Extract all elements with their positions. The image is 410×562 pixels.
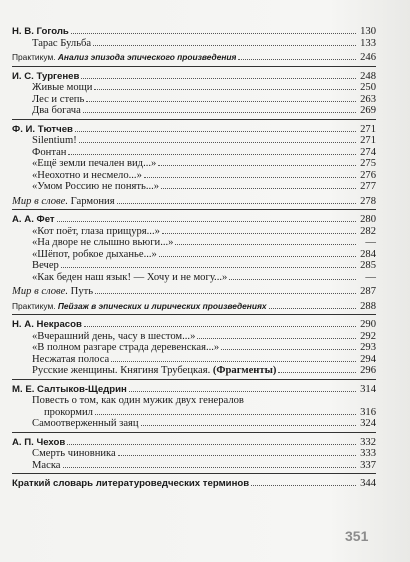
toc-item: «Как беден наш язык! — Хочу и не могу...» — (32, 271, 376, 283)
toc-item: «На дворе не слышно вьюги...» — (32, 237, 376, 248)
toc-author-turgenev: И. С. Тургенев 248 (12, 66, 376, 83)
toc-practicum: Практикум. Анализ эпизода эпического произведения 246 (12, 52, 376, 63)
toc-mir-v-slove: Мир в слове. Путь 287 (12, 286, 376, 297)
toc-author-chekhov: А. П. Чехов 332 (12, 432, 376, 449)
toc-item: Лес и степь 263 (32, 93, 376, 105)
toc-item: Несжатая полоса 294 (32, 353, 376, 365)
toc-item: «Неохотно и несмело...» 276 (32, 169, 376, 181)
toc-glossary: Краткий словарь литературоведческих терминов 344 (12, 473, 376, 490)
toc-item: Вечер 285 (32, 260, 376, 271)
toc-author-fet: А. А. Фет 280 (12, 209, 376, 226)
toc-author-nekrasov: Н. А. Некрасов 290 (12, 314, 376, 331)
toc-item: «Кот поёт, глаза прищуря...» 282 (32, 225, 376, 237)
toc-author-gogol: Н. В. Гоголь 130 (12, 26, 376, 37)
toc-item: Silentium! 271 (32, 135, 376, 146)
toc-item: «В полном разгаре страда деревенская...» 293 (32, 342, 376, 353)
toc-mir-v-slove: Мир в слове. Гармония 278 (12, 195, 376, 207)
toc-item: Фонтан 274 (32, 146, 376, 158)
toc-item-continuation: прокормил 316 (44, 406, 376, 418)
toc-item: Два богача 269 (32, 105, 376, 116)
toc-item: Русские женщины. Княгиня Трубецкая. (Фрагменты) 296 (32, 365, 376, 376)
toc-item: «Шёпот, робкое дыханье...» 284 (32, 248, 376, 260)
toc-item: Смерть чиновника 333 (32, 448, 376, 459)
toc-item: «Умом Россию не понять...» 277 (32, 181, 376, 192)
toc-practicum: Практикум. Пейзаж в эпических и лирических произведениях 288 (12, 300, 376, 312)
toc-item: Маска 337 (32, 459, 376, 471)
table-of-contents (12, 26, 376, 490)
page-number: 351 (345, 528, 369, 544)
toc-item: «Ещё земли печален вид...» 275 (32, 158, 376, 169)
toc-item: Тарас Бульба 133 (32, 37, 376, 49)
toc-item: Самоотверженный заяц 324 (32, 418, 376, 429)
toc-author-saltykov: М. Е. Салтыков-Щедрин 314 (12, 379, 376, 396)
toc-item: Живые мощи 250 (32, 82, 376, 93)
toc-author-tyutchev: Ф. И. Тютчев 271 (12, 119, 376, 136)
toc-item: «Вчерашний день, часу в шестом...» 292 (32, 330, 376, 342)
toc-item: Повесть о том, как один мужик двух генералов (32, 395, 244, 406)
